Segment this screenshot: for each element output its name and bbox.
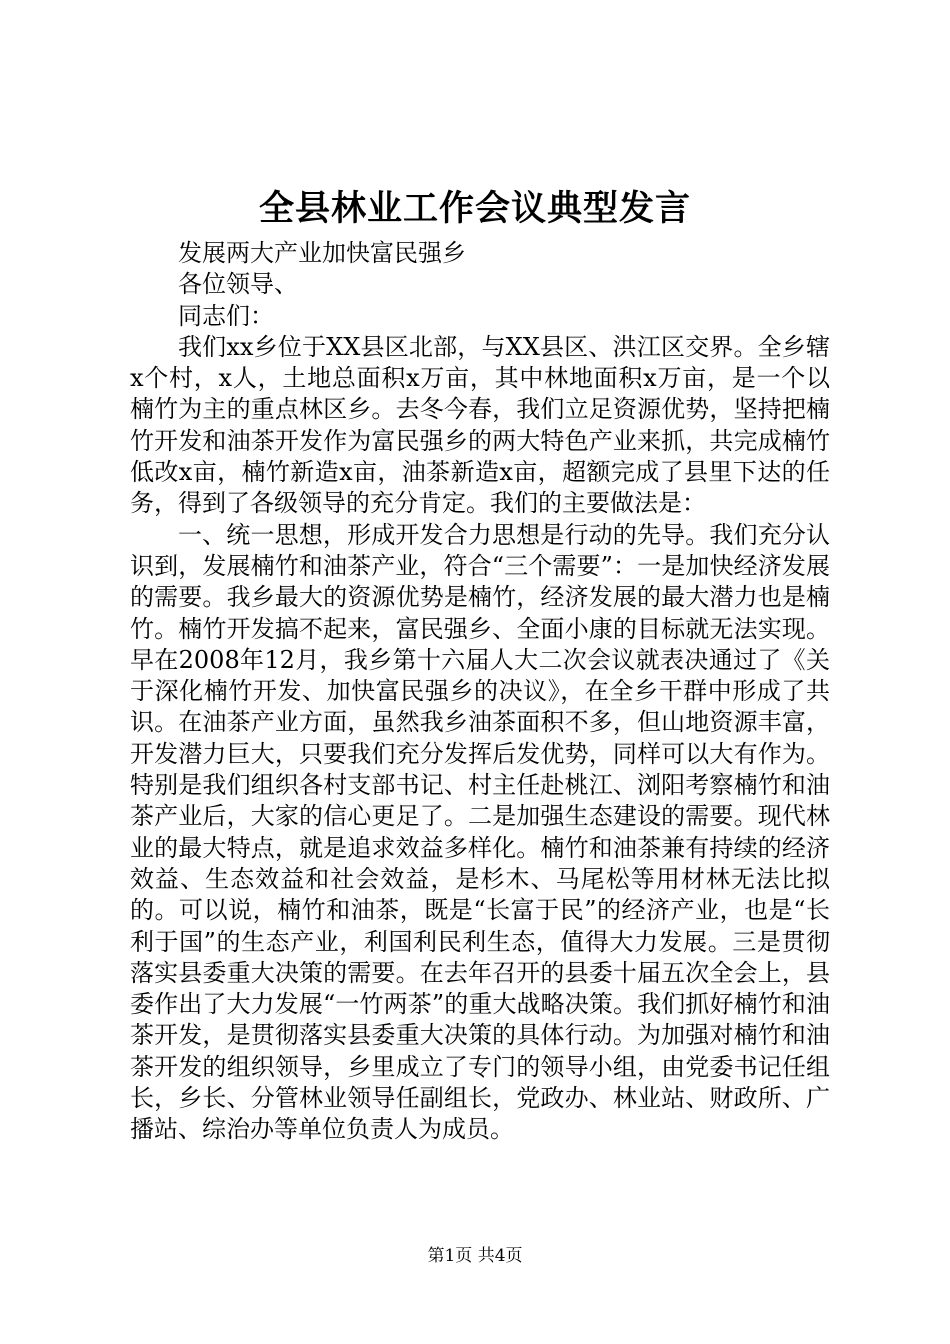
document-title: 全县林业工作会议典型发言 (258, 188, 691, 229)
document-body (130, 238, 830, 1146)
body-paragraph-intro: 我们xx乡位于XX县区北部，与XX县区、洪江区交界。全乡辖x个村，x人，土地总面积x万亩，其中林地面积x万亩，是一个以楠竹为主的重点林区乡。去冬今春，我们立足资源优势，坚持把楠竹开发和油茶开发作为富民强乡的两大特色产业来抓，共完成楠竹低改x亩，楠竹新造x亩，油茶新造x亩，超额完成了县里下达的任务，得到了各级领导的充分肯定。我们的主要做法是： (130, 332, 830, 518)
subtitle-paragraph: 发展两大产业加快富民强乡 (178, 239, 466, 267)
page-footer: 第1页 共4页 (427, 1246, 523, 1266)
salutation-line-1: 各位领导、 (178, 270, 298, 299)
body-paragraph-section-1: 一、统一思想，形成开发合力思想是行动的先导。我们充分认识到，发展楠竹和油茶产业，符合“三个需要”：一是加快经济发展的需要。我乡最大的资源优势是楠竹，经济发展的最大潜力也是楠竹。楠竹开发搞不起来，富民强乡、全面小康的目标就无法实现。早在2008年12月，我乡第十六届人大二次会议就表决通过了《关于深化楠竹开发、加快富民强乡的决议》，在全乡干群中形成了共识。在油茶产业方面，虽然我乡油茶面积不多，但山地资源丰富，开发潜力巨大，只要我们充分发挥后发优势，同样可以大有作为。特别是我们组织各村支部书记、村主任赴桃江、浏阳考察楠竹和油茶产业后，大家的信心更足了。二是加强生态建设的需要。现代林业的最大特点，就是追求效益多样化。楠竹和油茶兼有持续的经济效益、生态效益和社会效益，是杉木、马尾松等用材林无法比拟的。可以说，楠竹和油茶，既是“长富于民”的经济产业，也是“长利于国”的生态产业，利国利民利生态，值得大力发展。三是贯彻落实县委重大决策的需要。在去年召开的县委十届五次全会上，县委作出了大力发展“一竹两茶”的重大战略决策。我们抓好楠竹和油茶开发，是贯彻落实县委重大决策的具体行动。为加强对楠竹和油茶开发的组织领导，乡里成立了专门的领导小组，由党委书记任组长，乡长、分管林业领导任副组长，党政办、林业站、财政所、广播站、综治办等单位负责人为成员。 (130, 520, 830, 1144)
salutation-line-2: 同志们： (178, 301, 274, 330)
